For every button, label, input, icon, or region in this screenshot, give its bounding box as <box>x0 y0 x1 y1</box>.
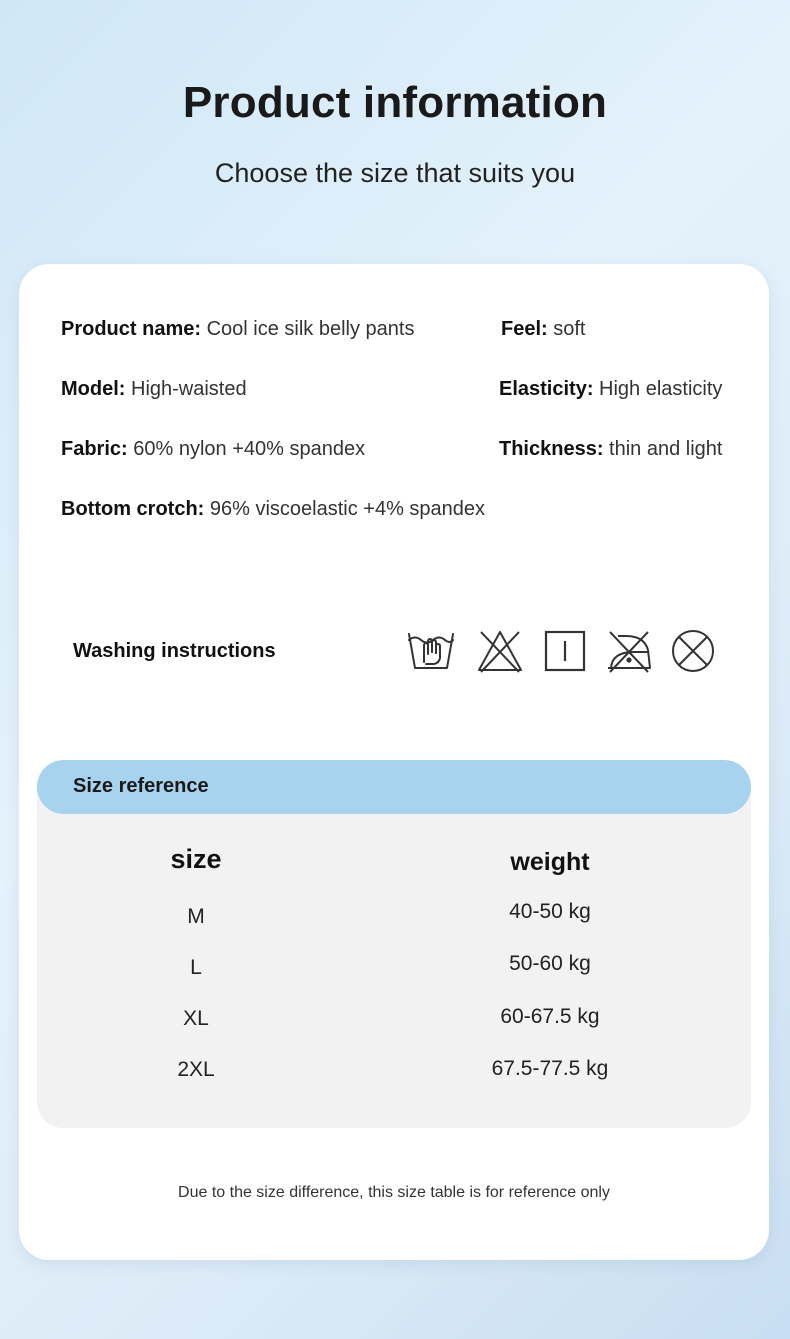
weight-column-header: weight <box>510 848 590 876</box>
crotch-row <box>61 498 485 521</box>
model-row <box>61 378 247 401</box>
feel-row <box>501 318 585 341</box>
size-cell: M <box>187 905 205 928</box>
product-name-row <box>61 318 414 341</box>
fabric-row <box>61 438 365 461</box>
page-subtitle: Choose the size that suits you <box>214 158 576 188</box>
thickness-row <box>499 438 722 461</box>
do-not-bleach-icon <box>475 628 525 674</box>
product-name-value: Cool ice silk belly pants <box>201 318 415 340</box>
model-value: High-waisted <box>125 378 247 400</box>
size-reference-panel <box>37 760 751 1128</box>
size-cell: L <box>190 956 202 979</box>
weight-cell: 40-50 kg <box>509 900 591 923</box>
weight-cell: 60-67.5 kg <box>500 1005 600 1028</box>
do-not-iron-icon <box>604 628 654 674</box>
fabric-value: 60% nylon +40% spandex <box>127 438 366 460</box>
crotch-value: 96% viscoelastic +4% spandex <box>204 498 486 520</box>
hand-wash-icon <box>406 628 456 674</box>
feel-value: soft <box>547 318 586 340</box>
line-dry-icon <box>540 628 590 674</box>
size-disclaimer-note: Due to the size difference, this size table is for reference only <box>178 1184 610 1201</box>
thickness-value: thin and light <box>603 438 723 460</box>
weight-cell: 50-60 kg <box>509 952 591 975</box>
fabric-key: Fabric: <box>61 438 128 460</box>
do-not-tumble-dry-icon <box>668 628 718 674</box>
size-cell: 2XL <box>177 1058 215 1081</box>
elasticity-value: High elasticity <box>593 378 723 400</box>
weight-cell: 67.5-77.5 kg <box>491 1057 609 1080</box>
feel-key: Feel: <box>501 318 548 340</box>
product-info-card <box>19 264 769 1260</box>
product-name-key: Product name: <box>61 318 202 340</box>
model-key: Model: <box>61 378 126 400</box>
size-cell: XL <box>183 1007 209 1030</box>
washing-instructions-label: Washing instructions <box>73 640 276 662</box>
page-title: Product information <box>182 78 608 127</box>
size-reference-label: Size reference <box>73 775 209 797</box>
size-reference-header <box>37 760 751 814</box>
elasticity-key: Elasticity: <box>499 378 594 400</box>
crotch-key: Bottom crotch: <box>61 498 205 520</box>
size-column-header: size <box>170 844 222 874</box>
elasticity-row <box>499 378 722 401</box>
thickness-key: Thickness: <box>499 438 604 460</box>
